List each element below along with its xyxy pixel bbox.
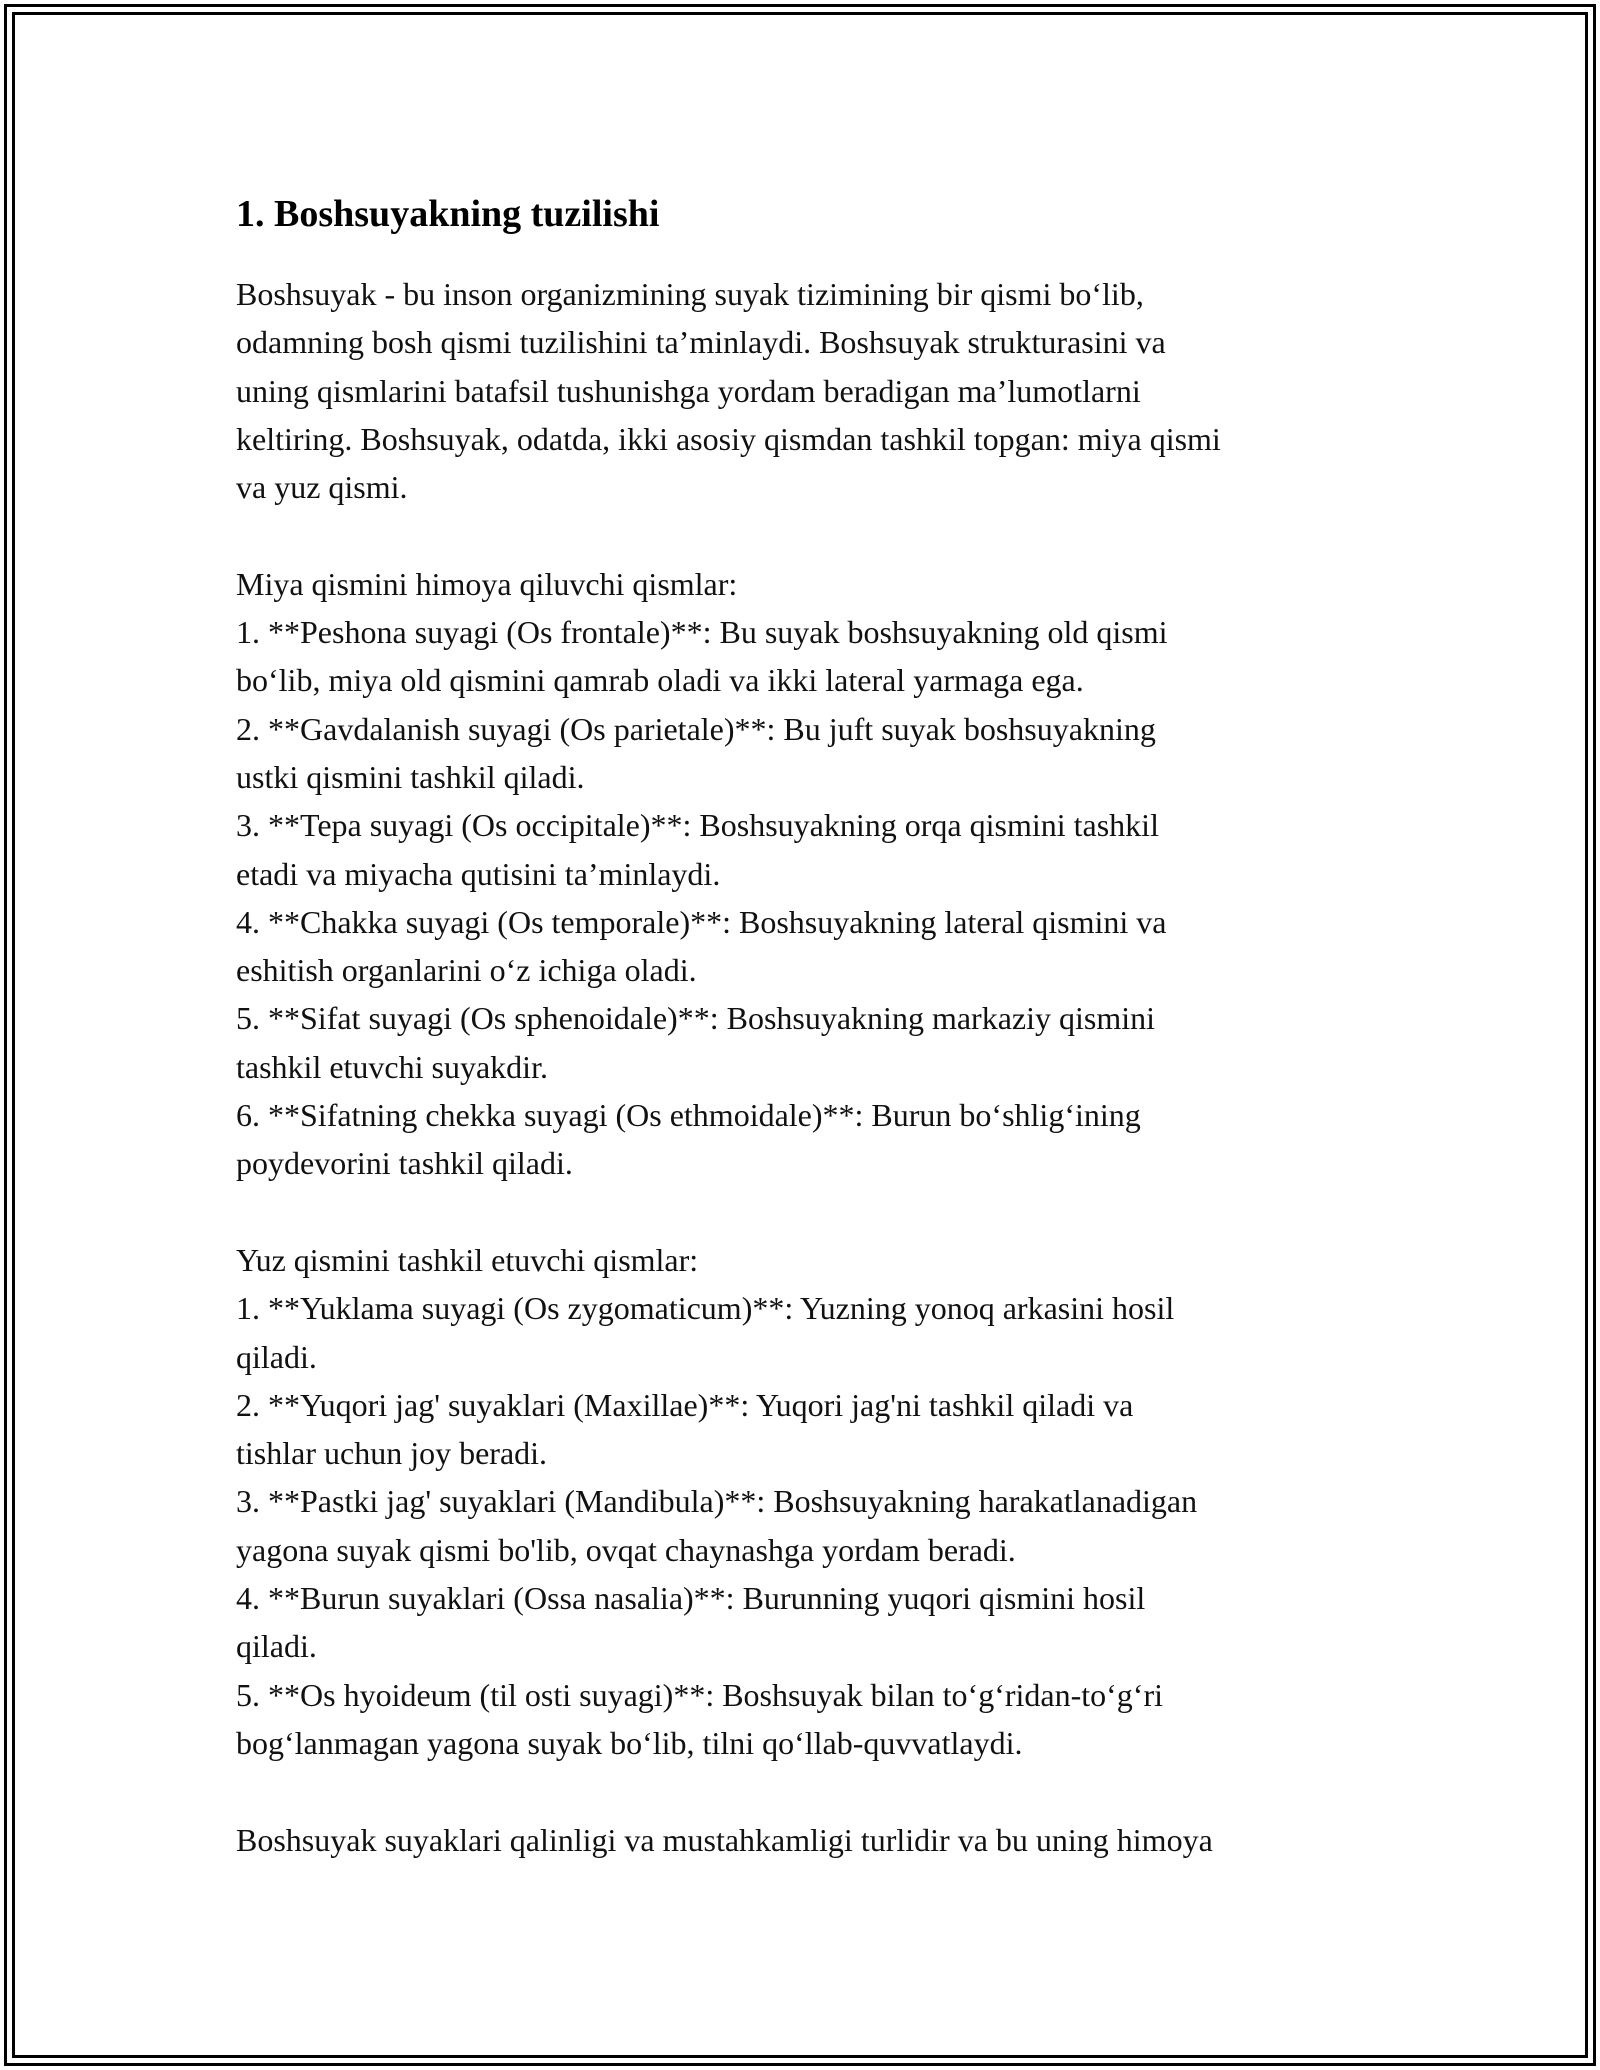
text-line: 1. **Peshona suyagi (Os frontale)**: Bu suyak boshsuyakning old qismi: [236, 614, 1168, 651]
blank-line: [236, 511, 1416, 559]
section-heading: 1. Boshsuyakning tuzilishi: [236, 193, 660, 235]
text-line: va yuz qismi.: [236, 469, 408, 506]
document-body: [236, 186, 1416, 1864]
text-line: yagona suyak qismi bo'lib, ovqat chaynashga yordam beradi.: [236, 1531, 1016, 1568]
text-line: 2. **Gavdalanish suyagi (Os parietale)**: Bu juft suyak boshsuyakning: [236, 710, 1156, 747]
blank-line: [236, 1767, 1416, 1815]
text-line: keltiring. Boshsuyak, odatda, ikki asosiy qismdan tashkil topgan: miya qismi: [236, 420, 1221, 457]
text-line: qiladi.: [236, 1628, 317, 1665]
text-line: 6. **Sifatning chekka suyagi (Os ethmoidale)**: Burun bo‘shlig‘ining: [236, 1097, 1141, 1134]
text-lines: [236, 270, 1416, 1864]
text-line: Miya qismini himoya qiluvchi qismlar:: [236, 565, 738, 602]
text-line: ustki qismini tashkil qiladi.: [236, 758, 585, 795]
text-line: odamning bosh qismi tuzilishini ta’minlaydi. Boshsuyak strukturasini va: [236, 324, 1166, 361]
text-line: 5. **Sifat suyagi (Os sphenoidale)**: Boshsuyakning markaziy qismini: [236, 1000, 1155, 1037]
text-line: 2. **Yuqori jag' suyaklari (Maxillae)**: Yuqori jag'ni tashkil qiladi va: [236, 1386, 1134, 1423]
text-line: uning qismlarini batafsil tushunishga yordam beradigan ma’lumotlarni: [236, 372, 1141, 409]
text-line: Yuz qismini tashkil etuvchi qismlar:: [236, 1241, 699, 1278]
text-line: eshitish organlarini o‘z ichiga oladi.: [236, 952, 697, 989]
text-line: etadi va miyacha qutisini ta’minlaydi.: [236, 855, 721, 892]
blank-line: [236, 1188, 1416, 1236]
text-line: 5. **Os hyoideum (til osti suyagi)**: Boshsuyak bilan to‘g‘ridan-to‘g‘ri: [236, 1676, 1163, 1713]
text-line: Boshsuyak - bu inson organizmining suyak tizimining bir qismi bo‘lib,: [236, 276, 1144, 312]
text-line: bog‘lanmagan yagona suyak bo‘lib, tilni qo‘llab-quvvatlaydi.: [236, 1724, 1023, 1761]
text-line: tashkil etuvchi suyakdir.: [236, 1048, 548, 1085]
text-line: Boshsuyak suyaklari qalinligi va mustahkamligi turlidir va bu uning himoya: [236, 1821, 1213, 1858]
text-line: 3. **Pastki jag' suyaklari (Mandibula)**: Boshsuyakning harakatlanadigan: [236, 1483, 1198, 1520]
text-line: tishlar uchun joy beradi.: [236, 1435, 548, 1472]
text-line: bo‘lib, miya old qismini qamrab oladi va ikki lateral yarmaga ega.: [236, 662, 1084, 699]
text-line: 1. **Yuklama suyagi (Os zygomaticum)**: Yuzning yonoq arkasini hosil: [236, 1290, 1175, 1327]
text-line: 4. **Chakka suyagi (Os temporale)**: Boshsuyakning lateral qismini va: [236, 903, 1167, 940]
text-line: qiladi.: [236, 1338, 317, 1375]
text-line: 3. **Tepa suyagi (Os occipitale)**: Boshsuyakning orqa qismini tashkil: [236, 807, 1159, 844]
text-line: 4. **Burun suyaklari (Ossa nasalia)**: Burunning yuqori qismini hosil: [236, 1580, 1146, 1617]
text-line: poydevorini tashkil qiladi.: [236, 1145, 573, 1182]
